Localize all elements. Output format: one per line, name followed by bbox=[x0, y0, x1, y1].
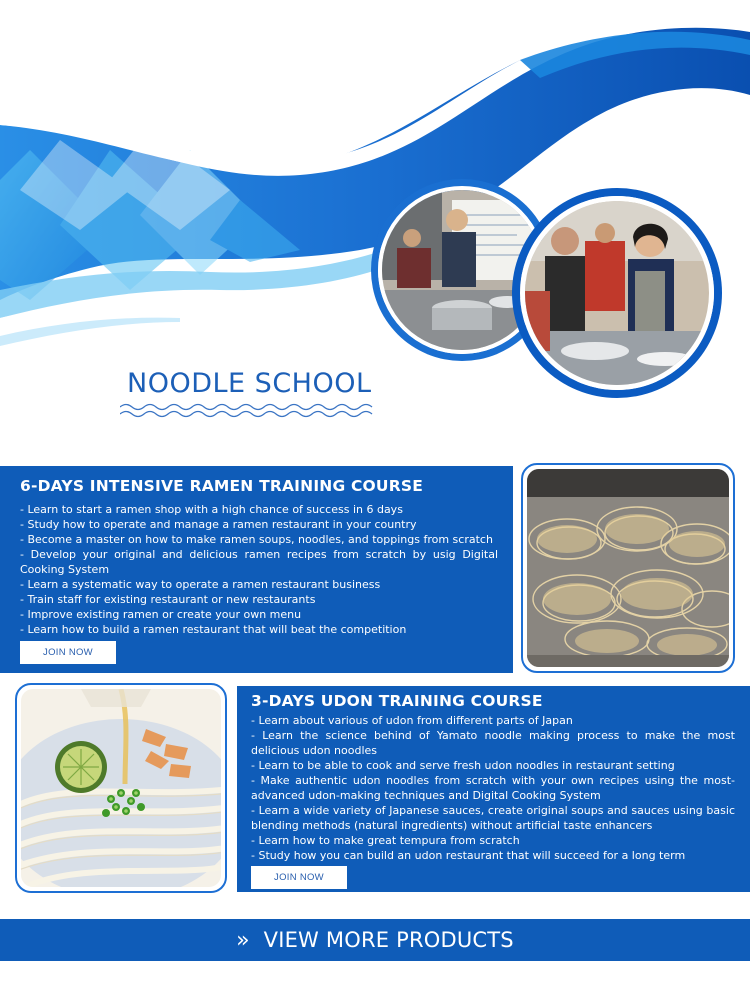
udon-photo bbox=[21, 689, 221, 887]
udon-course-title: 3-DAYS UDON TRAINING COURSE bbox=[251, 692, 543, 710]
view-more-products-button[interactable] bbox=[0, 919, 750, 961]
udon-illustration bbox=[21, 689, 221, 887]
cooking-class-illustration bbox=[382, 190, 542, 350]
student-illustration bbox=[525, 201, 709, 385]
list-item: - Learn to start a ramen shop with a high chance of success in 6 days bbox=[20, 503, 403, 516]
list-item: - Study how you can build an udon restaurant that will succeed for a long term bbox=[251, 849, 686, 862]
udon-photo-frame bbox=[15, 683, 227, 893]
ramen-noodles-photo-frame bbox=[521, 463, 735, 673]
ramen-noodles-photo bbox=[527, 469, 729, 667]
list-item: - Learn a wide variety of Japanese sauces, create original soups and sauces using basic blending methods (natural ingredients) without artificial taste enhancers bbox=[251, 804, 735, 832]
cooking-class-photo bbox=[378, 186, 546, 354]
list-item: - Study how to operate and manage a ramen restaurant in your country bbox=[20, 518, 417, 531]
list-item: - Learn to be able to cook and serve fresh udon noodles in restaurant setting bbox=[251, 759, 675, 772]
student-photo bbox=[520, 196, 714, 390]
ramen-course-title: 6-DAYS INTENSIVE RAMEN TRAINING COURSE bbox=[20, 477, 424, 495]
view-more-products-label: VIEW MORE PRODUCTS bbox=[263, 928, 514, 952]
list-item: - Train staff for existing restaurant or new restaurants bbox=[20, 593, 316, 606]
hero-banner bbox=[0, 0, 750, 460]
page-title: NOODLE SCHOOL bbox=[127, 368, 372, 399]
list-item: - Learn how to make great tempura from scratch bbox=[251, 834, 520, 847]
list-item: - Learn how to build a ramen restaurant that will beat the competition bbox=[20, 623, 407, 636]
list-item: - Improve existing ramen or create your own menu bbox=[20, 608, 302, 621]
ramen-course-list bbox=[20, 502, 498, 637]
double-chevron-right-icon: » bbox=[236, 927, 250, 953]
ramen-course-panel bbox=[0, 466, 513, 673]
list-item: - Learn about various of udon from different parts of Japan bbox=[251, 714, 573, 727]
decorative-waves bbox=[120, 402, 382, 420]
udon-join-button[interactable]: JOIN NOW bbox=[251, 866, 347, 889]
list-item: - Become a master on how to make ramen soups, noodles, and toppings from scratch bbox=[20, 533, 493, 546]
udon-course-panel bbox=[237, 686, 750, 892]
udon-course-list bbox=[251, 713, 735, 863]
noodles-illustration bbox=[527, 469, 729, 667]
list-item: - Make authentic udon noodles from scratch with your own recipes using the most-advanced udon-making techniques and Digital Cooking System bbox=[251, 774, 735, 802]
list-item: - Develop your original and delicious ramen recipes from scratch by usig Digital Cooking System bbox=[20, 548, 498, 576]
list-item: - Learn a systematic way to operate a ramen restaurant business bbox=[20, 578, 381, 591]
ramen-join-button[interactable]: JOIN NOW bbox=[20, 641, 116, 664]
list-item: - Learn the science behind of Yamato noodle making process to make the most delicious udon noodles bbox=[251, 729, 735, 757]
